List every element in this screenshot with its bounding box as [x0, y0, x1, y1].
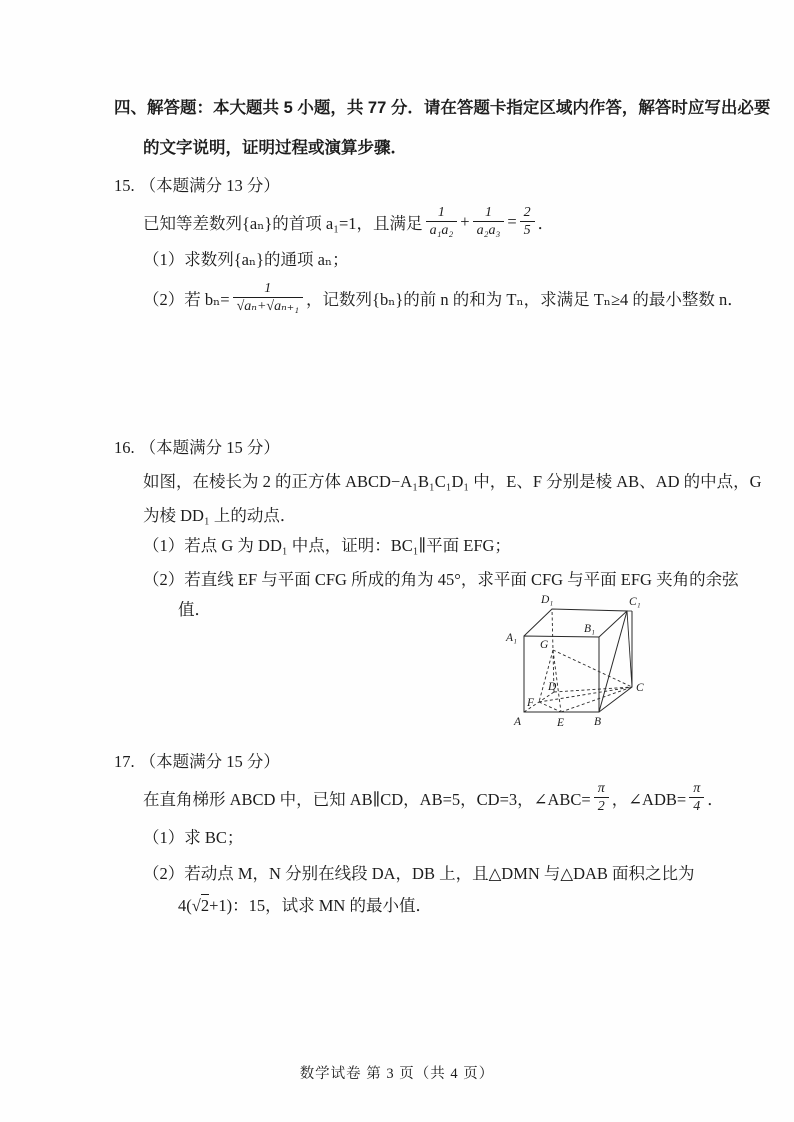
segment-G-C — [553, 650, 632, 687]
question-15-score: （本题满分 13 分） — [139, 176, 280, 195]
sqrt-symbol: √ — [266, 298, 275, 314]
q15-part2-post: ，记数列{bₙ}的前 n 的和为 Tₙ，求满足 Tₙ≥4 的最小整数 n． — [306, 290, 744, 309]
sqrt-symbol: √ — [236, 298, 245, 314]
page-footer: 数学试卷 第 3 页（共 4 页） — [299, 1066, 495, 1082]
cube-solid-edges — [524, 609, 632, 712]
question-15-intro — [0, 198, 794, 246]
q17-intro-mid: ，∠ADB= — [611, 790, 687, 809]
plus-sign: + — [256, 298, 267, 314]
vertex-label-B: B — [594, 716, 602, 728]
cube-figure — [492, 586, 652, 736]
q17-ratio-pre: 4( — [178, 896, 192, 915]
fraction-bn: $\frac{1}{\text{√aₙ+√aₙ₊₁}}$ — [233, 281, 303, 316]
question-16-part-2-line-2: 值． — [178, 600, 211, 619]
q17-ratio-post: +1)：15，试求 MN 的最小值． — [209, 896, 432, 915]
question-17-part-2-line-1: （2）若动点 M，N 分别在线段 DA，DB 上，且△DMN 与△DAB 面积之比为 — [143, 864, 695, 883]
question-15 — [0, 174, 794, 324]
q15-part2-pre: （2）若 bₙ= — [143, 290, 230, 309]
question-15-part-2 — [0, 272, 794, 324]
question-17-part-1: （1）求 BC； — [143, 828, 244, 847]
question-16-number: 16. — [114, 438, 135, 457]
question-16-part-2-line-1: （2）若直线 EF 与平面 CFG 所成的角为 45°，求平面 CFG 与平面 EFG 夹角的余弦 — [143, 570, 739, 589]
vertex-label-D: D — [548, 681, 557, 693]
fraction-pi-over-2: $\frac{\pi}{2}$ — [594, 781, 609, 816]
vertex-label-D1: D₁ — [541, 594, 554, 606]
question-17 — [0, 750, 794, 918]
question-15-title — [0, 174, 794, 198]
section-header-line-2: 的文字说明，证明过程或演算步骤． — [143, 139, 407, 157]
vertex-label-A: A — [514, 716, 522, 728]
question-16-score: （本题满分 15 分） — [139, 438, 280, 457]
plus-sign: + — [460, 212, 470, 231]
vertex-label-B1: B₁ — [584, 623, 596, 635]
vertex-label-A1: A₁ — [506, 632, 518, 644]
radicand-an1: aₙ₊₁ — [274, 298, 300, 314]
section-header — [0, 96, 794, 160]
question-16-title — [0, 436, 794, 460]
period: ． — [537, 214, 555, 233]
question-16-part-1: （1）若点 G 为 DD₁ 中点，证明：BC₁∥平面 EFG； — [143, 536, 511, 555]
period: ． — [707, 790, 724, 809]
fraction-1-over-a2a3: $\frac{1}{\text{a₂a₃}}$ — [473, 205, 505, 240]
equals-sign: = — [507, 212, 517, 231]
question-16-intro-line-1: 如图，在棱长为 2 的正方体 ABCD−A₁B₁C₁D₁ 中，E、F 分别是棱 AB、AD 的中点，G — [143, 472, 762, 491]
segment-G-F — [539, 650, 553, 702]
radicand-2: 2 — [200, 896, 210, 915]
cube-hidden-edges — [524, 609, 632, 712]
vertex-label-G: G — [540, 639, 549, 651]
question-17-intro — [0, 774, 794, 822]
fraction-2-over-5: $\frac{2}{5}$ — [520, 205, 535, 240]
question-15-part-1: （1）求数列{aₙ}的通项 aₙ； — [143, 250, 349, 269]
sqrt-symbol: √ — [191, 896, 201, 915]
vertex-label-F: F — [527, 697, 535, 709]
question-16-intro-line-2: 为棱 DD₁ 上的动点． — [143, 506, 297, 525]
fraction-1-over-a1a2: $\frac{1}{\text{a₁a₂}}$ — [426, 205, 458, 240]
segment-F-E — [539, 702, 561, 712]
question-15-number: 15. — [114, 176, 135, 195]
question-17-number: 17. — [114, 752, 135, 771]
question-17-part-2-line-2 — [0, 894, 794, 918]
question-17-score: （本题满分 15 分） — [139, 752, 280, 771]
vertex-label-C1: C₁ — [629, 596, 641, 608]
question-16 — [0, 436, 794, 622]
vertex-label-E: E — [557, 717, 565, 729]
radicand-an: aₙ — [244, 298, 257, 314]
section-header-line-1: 四、解答题：本大题共 5 小题，共 77 分．请在答题卡指定区域内作答，解答时应写出必要 — [114, 99, 771, 117]
q15-intro-text: 已知等差数列{aₙ}的首项 a₁=1，且满足 — [143, 214, 423, 233]
vertex-label-C: C — [636, 682, 644, 694]
fraction-pi-over-4: $\frac{\pi}{4}$ — [689, 781, 704, 816]
question-17-title — [0, 750, 794, 774]
q17-intro-text: 在直角梯形 ABCD 中，已知 AB∥CD，AB=5，CD=3，∠ABC= — [143, 790, 591, 809]
